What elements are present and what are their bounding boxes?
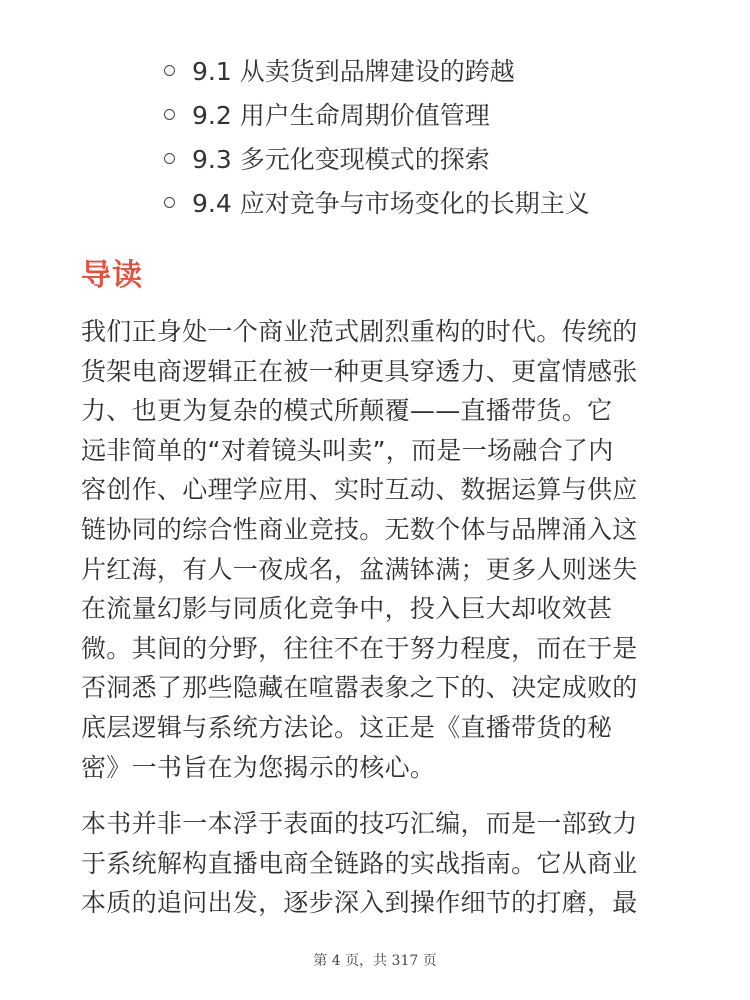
toc-item bbox=[158, 136, 590, 180]
toc-item bbox=[158, 48, 590, 92]
text-line: 我们正身处一个商业范式剧烈重构的时代。传统的 bbox=[81, 317, 638, 346]
circle-bullet-icon bbox=[164, 153, 175, 164]
text-line: 容创作、心理学应用、实时互动、数据运算与供应 bbox=[81, 475, 638, 505]
table-of-contents bbox=[158, 48, 590, 224]
circle-bullet-icon bbox=[164, 197, 175, 208]
toc-item-label: 9.1 从卖货到品牌建设的跨越 bbox=[192, 57, 515, 86]
text-line: 本质的追问出发，逐步深入到操作细节的打磨，最 bbox=[81, 888, 638, 918]
text-line: 片红海，有人一夜成名，盆满钵满；更多人则迷失 bbox=[81, 554, 638, 584]
circle-bullet-icon bbox=[164, 65, 175, 76]
toc-item-label: 9.2 用户生命周期价值管理 bbox=[192, 101, 490, 130]
text-line: 在流量幻影与同质化竞争中，投入巨大却收效甚 bbox=[81, 594, 613, 624]
intro-paragraph-2 bbox=[81, 804, 681, 923]
text-line: 远非简单的“对着镜头叫卖”，而是一场融合了内 bbox=[81, 435, 614, 465]
toc-item bbox=[158, 180, 590, 224]
text-line: 本书并非一本浮于表面的技巧汇编，而是一部致力 bbox=[81, 809, 638, 838]
page-number: 第 4 页，共 317 页 bbox=[313, 953, 437, 969]
toc-item-label: 9.4 应对竞争与市场变化的长期主义 bbox=[192, 189, 590, 218]
text-line: 否洞悉了那些隐藏在喧嚣表象之下的、决定成败的 bbox=[81, 673, 638, 703]
section-title: 导读 bbox=[81, 258, 143, 293]
circle-bullet-icon bbox=[164, 109, 175, 120]
text-line: 于系统解构直播电商全链路的实战指南。它从商业 bbox=[81, 848, 638, 878]
text-line: 微。其间的分野，往往不在于努力程度，而在于是 bbox=[81, 633, 638, 663]
toc-item-label: 9.3 多元化变现模式的探索 bbox=[192, 145, 490, 174]
text-line: 货架电商逻辑正在被一种更具穿透力、更富情感张 bbox=[81, 356, 638, 386]
text-line: 力、也更为复杂的模式所颠覆——直播带货。它 bbox=[81, 396, 613, 426]
toc-item bbox=[158, 92, 590, 136]
text-line: 底层逻辑与系统方法论。这正是《直播带货的秘 bbox=[81, 712, 613, 742]
intro-paragraph-1 bbox=[81, 312, 681, 787]
text-line: 密》一书旨在为您揭示的核心。 bbox=[81, 752, 436, 782]
text-line: 链协同的综合性商业竞技。无数个体与品牌涌入这 bbox=[81, 514, 638, 544]
